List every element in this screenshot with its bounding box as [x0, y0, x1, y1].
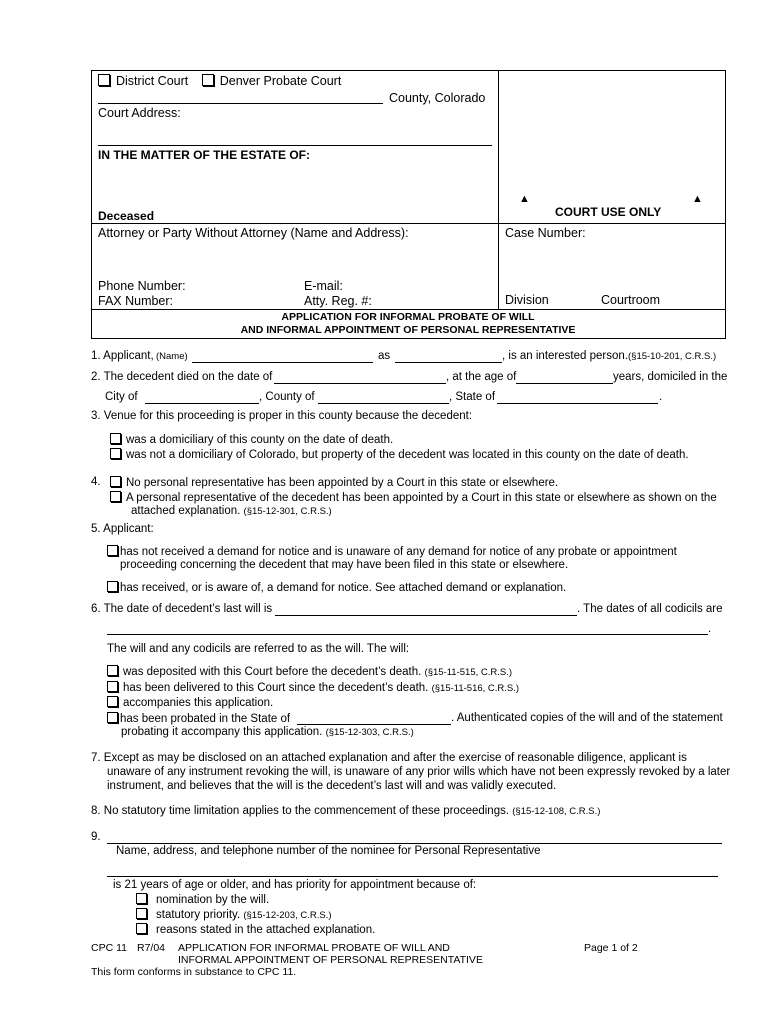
item4-number: 4. — [91, 476, 101, 488]
court-use-only-label: COURT USE ONLY — [555, 205, 662, 219]
item9-option2-checkbox[interactable] — [136, 908, 147, 919]
probated-state-field[interactable] — [297, 724, 451, 725]
item4-option1: No personal representative has been appointed by a Court in this state or elsewhere. — [110, 476, 558, 489]
item8-cite: (§15-12-108, C.R.S.) — [512, 806, 601, 817]
nominee-field[interactable] — [107, 843, 722, 844]
item8: 8. No statutory time limitation applies to the commencement of these proceedings. (§15-12-108, C.R.S.) — [91, 805, 601, 817]
item6-option1: was deposited with this Court before the decedent’s death. (§15-11-515, C.R.S.) — [107, 665, 512, 678]
item3-option2-checkbox[interactable] — [110, 448, 121, 459]
caption-divider-1 — [91, 223, 725, 224]
item3-option2: was not a domiciliary of Colorado, but property of the decedent was located in this county on the date of death. — [110, 448, 689, 461]
caption-divider-2 — [91, 309, 725, 310]
item6-option4: has been probated in the State of — [107, 712, 290, 725]
item5-option2: has received, or is aware of, a demand for notice. See attached demand or explanation. — [107, 581, 566, 594]
footer-conforms: This form conforms in substance to CPC 11. — [91, 966, 297, 978]
item2-domiciled: years, domiciled in the — [613, 371, 728, 383]
item2-city-label: City of — [105, 391, 138, 403]
district-court-checkbox[interactable] — [98, 74, 110, 86]
atty-reg-label: Atty. Reg. #: — [304, 294, 372, 308]
item6-option1-checkbox[interactable] — [107, 665, 118, 676]
item1-as: as — [378, 350, 391, 362]
item9-option2-cite: (§15-12-203, C.R.S.) — [243, 910, 332, 921]
item4-cite: (§15-12-301, C.R.S.) — [243, 506, 332, 517]
county-colorado-label: County, Colorado — [389, 91, 486, 105]
item6-option1-cite: (§15-11-515, C.R.S.) — [424, 667, 513, 678]
case-number-label: Case Number: — [505, 226, 586, 240]
item5-option1-cont: proceeding concerning the decedent that may have been filed in this state or elsewhere. — [120, 559, 569, 571]
attorney-label: Attorney or Party Without Attorney (Name and Address): — [98, 226, 409, 240]
item9-age: is 21 years of age or older, and has priority for appointment because of: — [113, 879, 477, 891]
item9-option2: statutory priority. (§15-12-203, C.R.S.) — [136, 908, 332, 921]
item6-option4-cont: probating it accompany this application. (§15-12-303, C.R.S.) — [121, 726, 414, 738]
item9-option1-checkbox[interactable] — [136, 893, 147, 904]
denver-probate-court-label: Denver Probate Court — [219, 74, 342, 88]
date-of-death-field[interactable] — [274, 383, 446, 384]
court-address-line[interactable] — [98, 145, 492, 146]
item6-codicils: . The dates of all codicils are — [577, 603, 723, 615]
county-line[interactable] — [98, 103, 383, 104]
court-address-label: Court Address: — [98, 106, 181, 120]
item9-caption: Name, address, and telephone number of the nominee for Personal Representative — [116, 845, 541, 857]
item4-option2: A personal representative of the decedent has been appointed by a Court in this state or elsewhere as shown on the — [110, 491, 717, 504]
item3-label: 3. Venue for this proceeding is proper in this county because the decedent: — [91, 410, 473, 422]
item2-county-label: , County of — [259, 391, 315, 403]
item7-line1: 7. Except as may be disclosed on an attached explanation and after the exercise of reasonable diligence, applicant is — [91, 752, 687, 764]
item6-label: 6. The date of decedent’s last will is — [91, 603, 273, 615]
city-field[interactable] — [145, 403, 259, 404]
applicant-capacity-field[interactable] — [395, 362, 502, 363]
footer-page: Page 1 of 2 — [584, 942, 638, 954]
arrow-up-right-icon: ▲ — [692, 193, 703, 205]
arrow-up-left-icon: ▲ — [519, 193, 530, 205]
item9-option1: nomination by the will. — [136, 893, 269, 906]
item9-option3-checkbox[interactable] — [136, 923, 147, 934]
item1-cite: (§15-10-201, C.R.S.) — [628, 351, 717, 362]
item4-option2-cont: attached explanation. (§15-12-301, C.R.S.) — [131, 505, 332, 517]
item6-option2: has been delivered to this Court since the decedent’s death. (§15-11-516, C.R.S.) — [107, 681, 519, 694]
courtroom-label: Courtroom — [601, 293, 661, 307]
item9-option3: reasons stated in the attached explanation. — [136, 923, 375, 936]
item3-option1-checkbox[interactable] — [110, 433, 121, 444]
item6-option2-checkbox[interactable] — [107, 681, 118, 692]
deceased-label: Deceased — [98, 209, 155, 223]
email-label: E-mail: — [304, 279, 343, 293]
court-type-row — [98, 74, 341, 88]
item4-option2-checkbox[interactable] — [110, 491, 121, 502]
item2-state-label: , State of — [449, 391, 496, 403]
item5-option1: has not received a demand for notice and is unaware of any demand for notice of any probate or appointment — [107, 545, 677, 558]
item5-label: 5. Applicant: — [91, 523, 154, 535]
footer-form-id: CPC 11 — [91, 942, 127, 954]
item6-option3-checkbox[interactable] — [107, 696, 118, 707]
denver-probate-court-checkbox[interactable] — [202, 74, 214, 86]
item1-interested: , is an interested person. — [502, 350, 628, 362]
item7-line2: unaware of any instrument revoking the will, is unaware of any prior wills which have not been expressly revoked by a later — [107, 766, 731, 778]
item2-age-label: , at the age of — [446, 371, 517, 383]
state-field[interactable] — [497, 403, 658, 404]
matter-of-label: IN THE MATTER OF THE ESTATE OF: — [98, 148, 310, 162]
item6-option4-cite: (§15-12-303, C.R.S.) — [325, 727, 414, 738]
item6-will-label: The will and any codicils are referred to as the will. The will: — [107, 643, 410, 655]
item7-line3: instrument, and believes that the will is the decedent’s last will and was validly executed. — [107, 780, 557, 792]
item5-option2-checkbox[interactable] — [107, 581, 118, 592]
item6-option4-checkbox[interactable] — [107, 712, 118, 723]
item4-option1-checkbox[interactable] — [110, 476, 121, 487]
item9-number: 9. — [91, 831, 101, 843]
item6-option3: accompanies this application. — [107, 696, 273, 709]
footer-title1: APPLICATION FOR INFORMAL PROBATE OF WILL AND — [178, 942, 450, 954]
item5-option1-checkbox[interactable] — [107, 545, 118, 556]
item6-option2-cite: (§15-11-516, C.R.S.) — [431, 683, 520, 694]
item3-option1: was a domiciliary of this county on the date of death. — [110, 433, 393, 446]
item2-label: 2. The decedent died on the date of — [91, 371, 273, 383]
phone-label: Phone Number: — [98, 279, 186, 293]
nominee-field-2[interactable] — [107, 876, 718, 877]
county-field[interactable] — [318, 403, 449, 404]
fax-label: FAX Number: — [98, 294, 174, 308]
caption-divider-vertical — [498, 70, 499, 310]
item6-dot: . — [708, 623, 712, 635]
applicant-name-field[interactable] — [192, 362, 373, 363]
codicil-dates-field[interactable] — [107, 634, 708, 635]
district-court-label: District Court — [116, 74, 189, 88]
item1-name-hint: (Name) — [156, 351, 188, 362]
will-date-field[interactable] — [275, 615, 577, 616]
item1-label: 1. Applicant, — [91, 350, 154, 362]
age-field[interactable] — [516, 383, 613, 384]
form-title-line1: APPLICATION FOR INFORMAL PROBATE OF WILL — [281, 311, 535, 323]
footer-revision: R7/04 — [137, 942, 166, 954]
division-label: Division — [505, 293, 549, 307]
form-title-line2: AND INFORMAL APPOINTMENT OF PERSONAL REPRESENTATIVE — [240, 324, 576, 336]
item6-option4-b: . Authenticated copies of the will and of the statement — [451, 712, 723, 724]
item2-end: . — [659, 391, 663, 403]
footer-title2: INFORMAL APPOINTMENT OF PERSONAL REPRESENTATIVE — [178, 954, 483, 966]
